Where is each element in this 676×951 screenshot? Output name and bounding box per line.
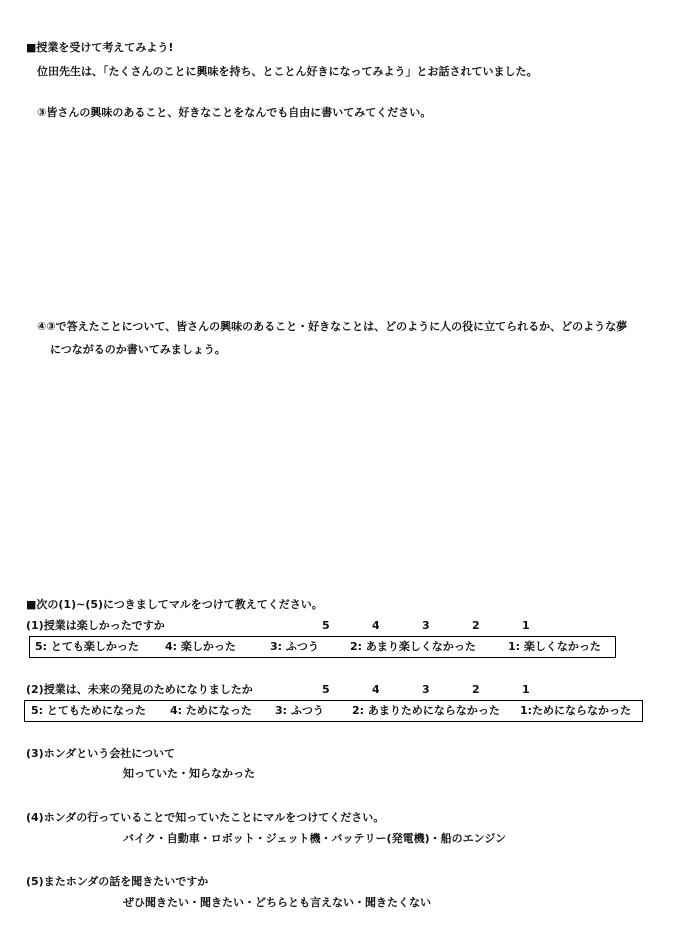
q2-scale-5[interactable]: 5 (322, 683, 330, 696)
q2-option-3: 3: ふつう (275, 704, 324, 717)
survey-q2-label: (2)授業は、未来の発見のためになりましたか (26, 683, 253, 696)
question-4-prompt-line1: ④③で答えたことについて、皆さんの興味のあること・好きなことは、どのように人の役に立てられるか、どのような夢 (37, 320, 628, 333)
reflection-heading: ■授業を受けて考えてみよう! (26, 41, 174, 54)
survey-q3-choices[interactable]: 知っていた・知らなかった (123, 767, 255, 780)
question-4-prompt-line2: につながるのか書いてみましょう。 (50, 343, 226, 356)
q2-option-2: 2: あまりためにならなかった (352, 704, 500, 717)
q2-option-5: 5: とてもためになった (31, 704, 146, 717)
survey-q3-label: (3)ホンダという会社について (26, 747, 176, 760)
q1-option-1: 1: 楽しくなかった (508, 640, 601, 653)
question-3-prompt: ③皆さんの興味のあること、好きなことをなんでも自由に書いてみてください。 (37, 106, 432, 119)
q2-scale-3[interactable]: 3 (422, 683, 430, 696)
intro-text: 位田先生は、「たくさんのことに興味を持ち、とことん好きになってみよう」とお話されていました。 (37, 65, 538, 78)
survey-q1-label: (1)授業は楽しかったですか (26, 619, 165, 632)
q1-scale-2[interactable]: 2 (472, 619, 480, 632)
q1-legend-box (29, 636, 616, 658)
q2-scale-1[interactable]: 1 (522, 683, 530, 696)
q1-scale-5[interactable]: 5 (322, 619, 330, 632)
q2-legend-box (24, 700, 643, 722)
q1-scale-3[interactable]: 3 (422, 619, 430, 632)
q1-option-4: 4: 楽しかった (165, 640, 236, 653)
q2-option-1: 1:ためにならなかった (520, 704, 632, 717)
q1-option-5: 5: とても楽しかった (35, 640, 139, 653)
q1-scale-4[interactable]: 4 (372, 619, 380, 632)
q1-option-3: 3: ふつう (270, 640, 319, 653)
survey-q5-label: (5)またホンダの話を聞きたいですか (26, 875, 209, 888)
survey-heading: ■次の(1)~(5)につきましてマルをつけて教えてください。 (26, 598, 323, 611)
question-4-answer-area[interactable] (37, 362, 637, 587)
survey-q4-choices[interactable]: バイク・自動車・ロボット・ジェット機・バッテリー(発電機)・船のエンジン (123, 832, 507, 845)
survey-q5-choices[interactable]: ぜひ聞きたい・聞きたい・どちらとも言えない・聞きたくない (123, 896, 431, 909)
q2-scale-2[interactable]: 2 (472, 683, 480, 696)
q1-option-2: 2: あまり楽しくなかった (350, 640, 476, 653)
q2-option-4: 4: ためになった (170, 704, 252, 717)
q2-scale-4[interactable]: 4 (372, 683, 380, 696)
survey-q4-label: (4)ホンダの行っていることで知っていたことにマルをつけてください。 (26, 811, 385, 824)
q1-scale-1[interactable]: 1 (522, 619, 530, 632)
question-3-answer-area[interactable] (37, 125, 637, 310)
